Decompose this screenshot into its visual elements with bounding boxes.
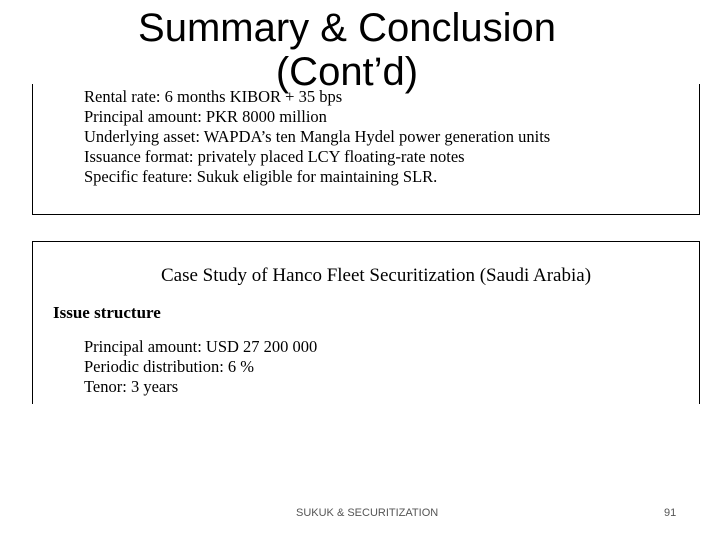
terms-box bbox=[32, 84, 700, 215]
footer-text: SUKUK & SECURITIZATION bbox=[296, 507, 439, 519]
issue-line-periodic-distribution: Periodic distribution: 6 % bbox=[84, 357, 255, 376]
terms-line-principal: Principal amount: PKR 8000 million bbox=[84, 107, 327, 126]
terms-line-specific-feature: Specific feature: Sukuk eligible for maintaining SLR. bbox=[84, 167, 438, 186]
issue-line-tenor: Tenor: 3 years bbox=[84, 377, 179, 396]
issue-line-principal: Principal amount: USD 27 200 000 bbox=[84, 337, 318, 356]
issue-structure-list bbox=[84, 337, 317, 397]
terms-line-rental-rate: Rental rate: 6 months KIBOR + 35 bps bbox=[84, 87, 343, 106]
slide-title-line-1: Summary & Conclusion bbox=[138, 6, 556, 50]
case-study-title: Case Study of Hanco Fleet Securitization (Saudi Arabia) bbox=[161, 265, 592, 286]
terms-list bbox=[84, 87, 550, 187]
page-number: 91 bbox=[664, 507, 677, 519]
terms-line-issuance-format: Issuance format: privately placed LCY floating-rate notes bbox=[84, 147, 465, 166]
slide-title-line-2: (Cont’d) bbox=[275, 50, 419, 94]
issue-structure-heading: Issue structure bbox=[53, 303, 161, 322]
slide-title bbox=[0, 6, 694, 94]
case-study-box bbox=[32, 241, 700, 404]
terms-line-underlying-asset: Underlying asset: WAPDA’s ten Mangla Hydel power generation units bbox=[84, 127, 551, 146]
